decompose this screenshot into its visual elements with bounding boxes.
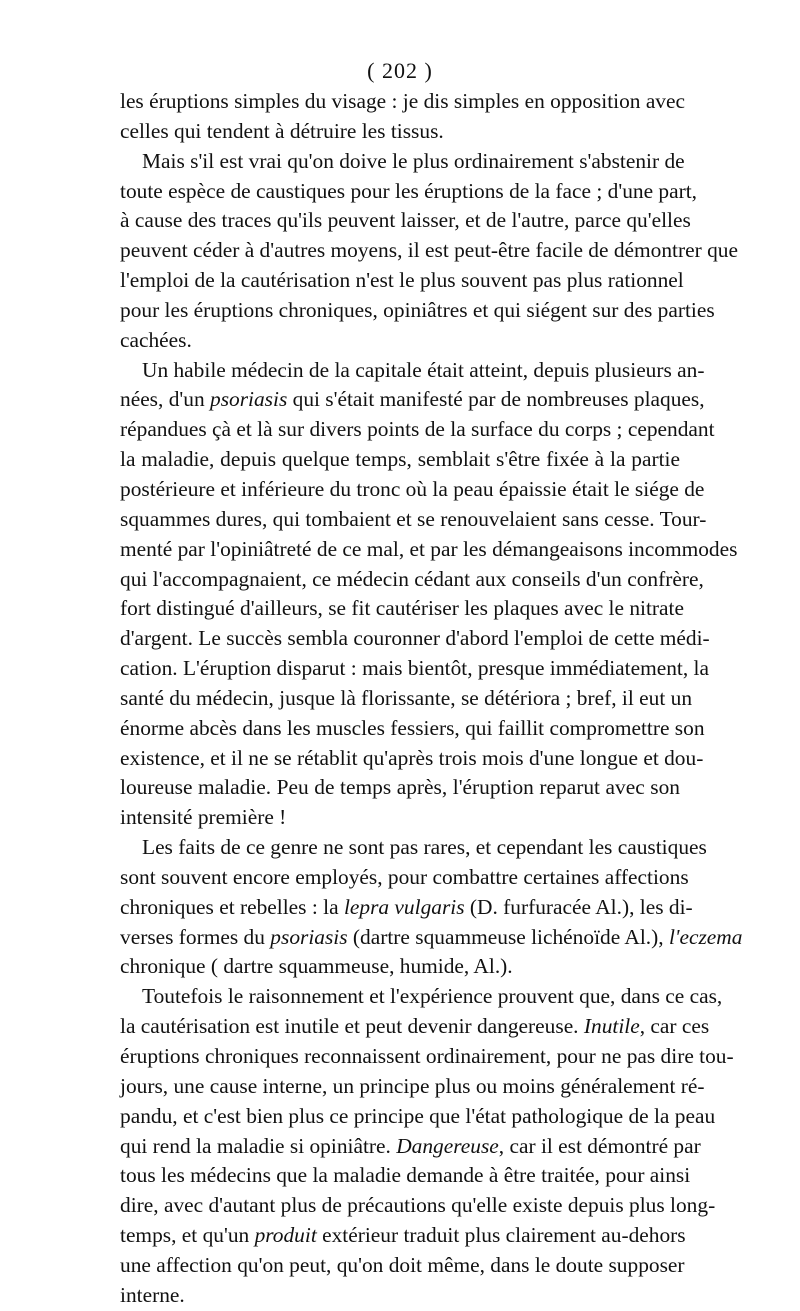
text-line: cation. L'éruption disparut : mais bientôt, presque immédiatement, la: [120, 656, 709, 681]
text-line: les éruptions simples du visage : je dis simples en opposition avec: [120, 89, 685, 113]
text-line: nées, d'un psoriasis qui s'était manifesté par de nombreuses plaques,: [120, 387, 705, 412]
text-line: Les faits de ce genre ne sont pas rares, et cependant les caustiques: [142, 835, 707, 860]
text-line: cachées.: [120, 327, 192, 352]
text-line: Mais s'il est vrai qu'on doive le plus ordinairement s'abstenir de: [142, 148, 685, 173]
text-line: Un habile médecin de la capitale était atteint, depuis plusieurs an-: [142, 357, 705, 382]
italic-term: psoriasis: [270, 924, 348, 949]
italic-term: Dangereuse: [396, 1133, 499, 1158]
paragraph: [120, 833, 743, 982]
italic-term: produit: [254, 1223, 317, 1248]
body-text: [120, 87, 743, 1311]
text-line: loureuse maladie. Peu de temps après, l'éruption reparut avec son: [120, 775, 680, 800]
text-line: répandues çà et là sur divers points de la surface du corps ; cependant: [120, 417, 715, 442]
text-line: une affection qu'on peut, qu'on doit même, dans le doute supposer: [120, 1252, 685, 1277]
text-line: sont souvent encore employés, pour combattre certaines affections: [120, 864, 689, 889]
text-line: d'argent. Le succès sembla couronner d'abord l'emploi de cette médi-: [120, 626, 710, 651]
text-line: intensité première !: [120, 805, 287, 830]
text-line: qui rend la maladie si opiniâtre. Dangereuse, car il est démontré par: [120, 1133, 701, 1158]
text-line: qui l'accompagnaient, ce médecin cédant aux conseils d'un confrère,: [120, 566, 704, 591]
text-line: jours, une cause interne, un principe plus ou moins généralement ré-: [120, 1073, 705, 1098]
text-line: dire, avec d'autant plus de précautions qu'elle existe depuis plus long-: [120, 1193, 716, 1218]
text-line: temps, et qu'un produit extérieur traduit plus clairement au-dehors: [120, 1223, 686, 1248]
text-line: pandu, et c'est bien plus ce principe que l'état pathologique de la peau: [120, 1103, 716, 1128]
text-line: chroniques et rebelles : la lepra vulgaris (D. furfuracée Al.), les di-: [120, 894, 693, 919]
text-line: toute espèce de caustiques pour les éruptions de la face ; d'une part,: [120, 178, 698, 203]
text-line: la cautérisation est inutile et peut devenir dangereuse. Inutile, car ces: [120, 1014, 710, 1039]
paragraph: [120, 982, 734, 1310]
paragraph: [120, 87, 685, 147]
text-line: pour les éruptions chroniques, opiniâtres et qui siégent sur des parties: [120, 297, 715, 322]
text-line: l'emploi de la cautérisation n'est le plus souvent pas plus rationnel: [120, 268, 684, 293]
text-line: postérieure et inférieure du tronc où la peau épaissie était le siége de: [120, 476, 705, 501]
text-line: verses formes du psoriasis (dartre squammeuse lichénoïde Al.), l'eczema: [120, 924, 743, 949]
italic-term: lepra vulgaris: [343, 894, 465, 919]
italic-term: Inutile: [583, 1014, 640, 1039]
text-line: la maladie, depuis quelque temps, semblait s'être fixée à la partie: [120, 447, 680, 472]
text-line: fort distingué d'ailleurs, se fit cautériser les plaques avec le nitrate: [120, 596, 684, 621]
text-line: énorme abcès dans les muscles fessiers, qui faillit compromettre son: [120, 715, 705, 740]
text-line: tous les médecins que la maladie demande à être traitée, pour ainsi: [120, 1163, 691, 1188]
text-line: existence, et il ne se rétablit qu'après trois mois d'une longue et dou-: [120, 745, 704, 770]
text-line: chronique ( dartre squammeuse, humide, Al.).: [120, 954, 513, 979]
italic-term: psoriasis: [210, 387, 288, 412]
text-line: menté par l'opiniâtreté de ce mal, et par les démangeaisons incommodes: [120, 536, 738, 561]
paragraph: [120, 147, 738, 356]
page-number: ( 202 ): [367, 58, 433, 83]
italic-term: l'eczema: [668, 924, 743, 949]
paragraph: [120, 356, 738, 834]
text-line: éruptions chroniques reconnaissent ordinairement, pour ne pas dire tou-: [120, 1044, 734, 1068]
text-line: interne.: [120, 1282, 185, 1307]
text-line: peuvent céder à d'autres moyens, il est peut-être facile de démontrer que: [120, 238, 738, 263]
text-line: santé du médecin, jusque là florissante, se détériora ; bref, il eut un: [120, 685, 693, 710]
text-line: à cause des traces qu'ils peuvent laisser, et de l'autre, parce qu'elles: [120, 208, 691, 233]
text-line: celles qui tendent à détruire les tissus.: [120, 118, 444, 143]
text-line: squammes dures, qui tombaient et se renouvelaient sans cesse. Tour-: [120, 506, 707, 531]
text-line: Toutefois le raisonnement et l'expérience prouvent que, dans ce cas,: [142, 984, 723, 1009]
